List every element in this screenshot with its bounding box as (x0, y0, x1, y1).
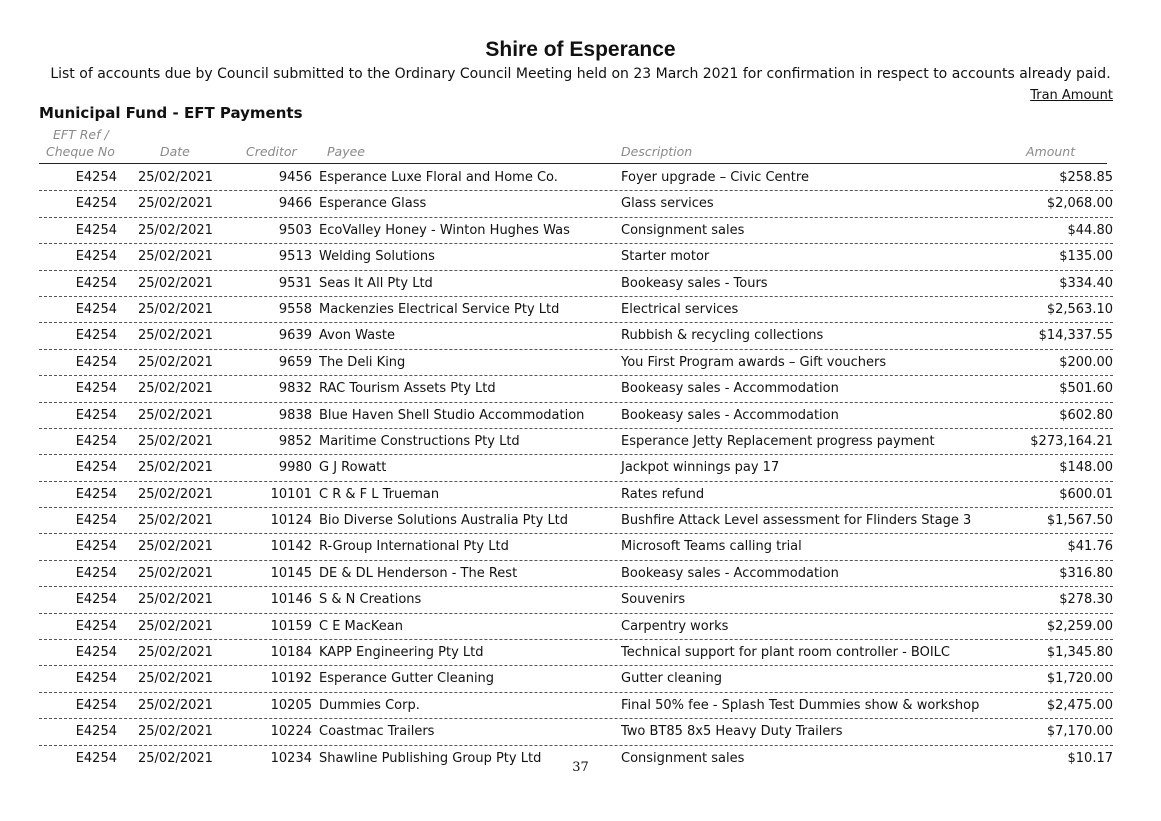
amount-cell: $14,337.55 (1038, 328, 1113, 344)
date-cell: 25/02/2021 (138, 645, 213, 661)
ref-cell: E4254 (75, 618, 117, 634)
payee-cell: EcoValley Honey - Winton Hughes Was (319, 222, 570, 238)
description-cell: Souvenirs (621, 592, 686, 608)
amount-cell: $135.00 (1059, 249, 1113, 265)
payee-cell: Seas It All Pty Ltd (319, 275, 433, 291)
table-row (39, 719, 1113, 745)
ref-cell: E4254 (75, 196, 117, 212)
date-cell: 25/02/2021 (138, 592, 213, 608)
ref-cell: E4254 (75, 249, 117, 265)
date-cell: 25/02/2021 (138, 539, 213, 555)
payee-cell: Esperance Luxe Floral and Home Co. (319, 170, 558, 185)
table-row (39, 666, 1113, 692)
table-row (39, 350, 1113, 376)
ref-cell: E4254 (75, 697, 117, 713)
creditor-cell: 9456 (278, 170, 312, 185)
table-row (39, 403, 1113, 429)
payee-cell: Esperance Gutter Cleaning (319, 671, 495, 687)
ref-cell: E4254 (75, 301, 117, 317)
creditor-cell: 10124 (270, 513, 312, 529)
description-cell: Rates refund (621, 486, 705, 502)
payee-cell: Shawline Publishing Group Pty Ltd (319, 750, 542, 766)
creditor-cell: 9466 (278, 196, 312, 212)
description-cell: You First Program awards – Gift vouchers (621, 354, 887, 370)
table-row (39, 297, 1113, 323)
amount-cell: $148.00 (1059, 460, 1113, 476)
payee-cell: DE & DL Henderson - The Rest (319, 565, 518, 581)
amount-cell: $1,567.50 (1046, 513, 1113, 529)
description-cell: Starter motor (621, 249, 710, 265)
creditor-cell: 9558 (278, 301, 312, 317)
creditor-cell: 10184 (270, 645, 312, 661)
column-header-ref-line2: Cheque No (46, 144, 115, 159)
description-cell: Two BT85 8x5 Heavy Duty Trailers (621, 724, 843, 740)
table-row (39, 271, 1113, 297)
amount-cell: $258.85 (1059, 170, 1113, 185)
creditor-cell: 10192 (270, 671, 312, 687)
payee-cell: Coastmac Trailers (319, 724, 435, 740)
date-cell: 25/02/2021 (138, 328, 213, 344)
amount-cell: $2,259.00 (1046, 618, 1113, 634)
page-number: 37 (572, 760, 589, 775)
date-cell: 25/02/2021 (138, 565, 213, 581)
date-cell: 25/02/2021 (138, 671, 213, 687)
creditor-cell: 9838 (278, 407, 312, 423)
payee-cell: Esperance Glass (319, 196, 427, 212)
table-row (39, 587, 1113, 613)
description-cell: Glass services (621, 196, 714, 212)
column-header-payee: Payee (327, 144, 365, 159)
tran-amount-label: Tran Amount (1030, 88, 1113, 103)
ref-cell: E4254 (75, 724, 117, 740)
payee-cell: The Deli King (319, 354, 406, 370)
amount-cell: $44.80 (1067, 222, 1113, 238)
payee-cell: Maritime Constructions Pty Ltd (319, 433, 520, 449)
amount-cell: $7,170.00 (1046, 724, 1113, 740)
amount-cell: $2,068.00 (1046, 196, 1113, 212)
column-header-description: Description (621, 144, 693, 159)
table-row (39, 218, 1113, 244)
description-cell: Microsoft Teams calling trial (621, 539, 802, 555)
date-cell: 25/02/2021 (138, 196, 213, 212)
amount-cell: $316.80 (1059, 565, 1113, 581)
creditor-cell: 10159 (270, 618, 312, 634)
description-cell: Bookeasy sales - Tours (621, 275, 768, 291)
description-cell: Bookeasy sales - Accommodation (621, 381, 839, 397)
section-heading: Municipal Fund - EFT Payments (39, 104, 303, 122)
ref-cell: E4254 (75, 513, 117, 529)
description-cell: Final 50% fee - Splash Test Dummies show & workshop (621, 697, 980, 713)
table-row (39, 244, 1113, 270)
creditor-cell: 9980 (278, 460, 312, 476)
amount-cell: $2,475.00 (1046, 697, 1113, 713)
amount-cell: $2,563.10 (1046, 301, 1113, 317)
creditor-cell: 9513 (278, 249, 312, 265)
amount-cell: $273,164.21 (1030, 433, 1113, 449)
column-header-ref-line1: EFT Ref / (53, 127, 109, 142)
payee-cell: Welding Solutions (319, 249, 435, 265)
date-cell: 25/02/2021 (138, 697, 213, 713)
ref-cell: E4254 (75, 645, 117, 661)
payee-cell: KAPP Engineering Pty Ltd (319, 645, 484, 661)
date-cell: 25/02/2021 (138, 750, 213, 766)
column-header-date: Date (160, 144, 190, 159)
ref-cell: E4254 (75, 407, 117, 423)
payee-cell: Blue Haven Shell Studio Accommodation (319, 407, 585, 423)
description-cell: Jackpot winnings pay 17 (621, 460, 780, 476)
creditor-cell: 9639 (278, 328, 312, 344)
ref-cell: E4254 (75, 170, 117, 185)
amount-cell: $10.17 (1067, 750, 1113, 766)
table-row (39, 482, 1113, 508)
ref-cell: E4254 (75, 433, 117, 449)
description-cell: Gutter cleaning (621, 671, 723, 687)
payee-cell: S & N Creations (319, 592, 422, 608)
amount-cell: $600.01 (1059, 486, 1113, 502)
table-row (39, 455, 1113, 481)
description-cell: Consignment sales (621, 750, 745, 766)
ref-cell: E4254 (75, 486, 117, 502)
date-cell: 25/02/2021 (138, 513, 213, 529)
ref-cell: E4254 (75, 354, 117, 370)
ref-cell: E4254 (75, 328, 117, 344)
date-cell: 25/02/2021 (138, 486, 213, 502)
ref-cell: E4254 (75, 565, 117, 581)
page-subtitle: List of accounts due by Council submitted to the Ordinary Council Meeting held on 23 March 2021 for confirmation in respect to accounts already paid. (50, 66, 1111, 82)
ref-cell: E4254 (75, 460, 117, 476)
table-row (39, 614, 1113, 640)
description-cell: Bookeasy sales - Accommodation (621, 565, 839, 581)
creditor-cell: 10234 (270, 750, 312, 766)
table-row (39, 165, 1113, 191)
description-cell: Carpentry works (621, 618, 729, 634)
description-cell: Esperance Jetty Replacement progress payment (621, 433, 935, 449)
table-row (39, 376, 1113, 402)
ref-cell: E4254 (75, 671, 117, 687)
date-cell: 25/02/2021 (138, 170, 213, 185)
date-cell: 25/02/2021 (138, 724, 213, 740)
table-row (39, 693, 1113, 719)
table-row (39, 561, 1113, 587)
table-row (39, 640, 1113, 666)
amount-cell: $41.76 (1067, 539, 1113, 555)
date-cell: 25/02/2021 (138, 407, 213, 423)
header-divider (39, 163, 1107, 164)
payee-cell: Bio Diverse Solutions Australia Pty Ltd (319, 513, 569, 529)
amount-cell: $501.60 (1059, 381, 1113, 397)
table-row (39, 534, 1113, 560)
date-cell: 25/02/2021 (138, 618, 213, 634)
creditor-cell: 9531 (278, 275, 312, 291)
creditor-cell: 9503 (278, 222, 312, 238)
ref-cell: E4254 (75, 222, 117, 238)
ref-cell: E4254 (75, 275, 117, 291)
table-row (39, 508, 1113, 534)
creditor-cell: 9832 (278, 381, 312, 397)
description-cell: Foyer upgrade – Civic Centre (621, 170, 809, 185)
ref-cell: E4254 (75, 750, 117, 766)
creditor-cell: 10142 (270, 539, 312, 555)
creditor-cell: 10224 (270, 724, 312, 740)
date-cell: 25/02/2021 (138, 354, 213, 370)
creditor-cell: 9659 (278, 354, 312, 370)
table-row (39, 323, 1113, 349)
date-cell: 25/02/2021 (138, 222, 213, 238)
creditor-cell: 10145 (270, 565, 312, 581)
description-cell: Electrical services (621, 301, 739, 317)
date-cell: 25/02/2021 (138, 275, 213, 291)
table-row (39, 429, 1113, 455)
description-cell: Bushfire Attack Level assessment for Flinders Stage 3 (621, 513, 972, 529)
amount-cell: $334.40 (1059, 275, 1113, 291)
ref-cell: E4254 (75, 592, 117, 608)
description-cell: Bookeasy sales - Accommodation (621, 407, 839, 423)
creditor-cell: 10101 (270, 486, 312, 502)
date-cell: 25/02/2021 (138, 381, 213, 397)
ref-cell: E4254 (75, 539, 117, 555)
payee-cell: R-Group International Pty Ltd (319, 539, 509, 555)
creditor-cell: 9852 (278, 433, 312, 449)
amount-cell: $1,345.80 (1046, 645, 1113, 661)
amount-cell: $1,720.00 (1046, 671, 1113, 687)
description-cell: Technical support for plant room controller - BOILC (621, 645, 950, 661)
amount-cell: $278.30 (1059, 592, 1113, 608)
date-cell: 25/02/2021 (138, 460, 213, 476)
creditor-cell: 10146 (270, 592, 312, 608)
description-cell: Rubbish & recycling collections (621, 328, 824, 344)
ref-cell: E4254 (75, 381, 117, 397)
payments-table (39, 165, 1113, 771)
column-header-amount: Amount (1026, 144, 1076, 159)
payee-cell: C E MacKean (319, 618, 403, 634)
payee-cell: C R & F L Trueman (319, 486, 440, 502)
payee-cell: Avon Waste (319, 328, 396, 344)
payee-cell: Dummies Corp. (319, 697, 420, 713)
table-row (39, 191, 1113, 217)
payee-cell: G J Rowatt (319, 460, 387, 476)
description-cell: Consignment sales (621, 222, 745, 238)
payee-cell: RAC Tourism Assets Pty Ltd (319, 381, 496, 397)
amount-cell: $602.80 (1059, 407, 1113, 423)
column-header-creditor: Creditor (246, 144, 297, 159)
date-cell: 25/02/2021 (138, 249, 213, 265)
page-title: Shire of Esperance (485, 38, 676, 61)
creditor-cell: 10205 (270, 697, 312, 713)
date-cell: 25/02/2021 (138, 433, 213, 449)
date-cell: 25/02/2021 (138, 301, 213, 317)
payee-cell: Mackenzies Electrical Service Pty Ltd (319, 301, 560, 317)
amount-cell: $200.00 (1059, 354, 1113, 370)
